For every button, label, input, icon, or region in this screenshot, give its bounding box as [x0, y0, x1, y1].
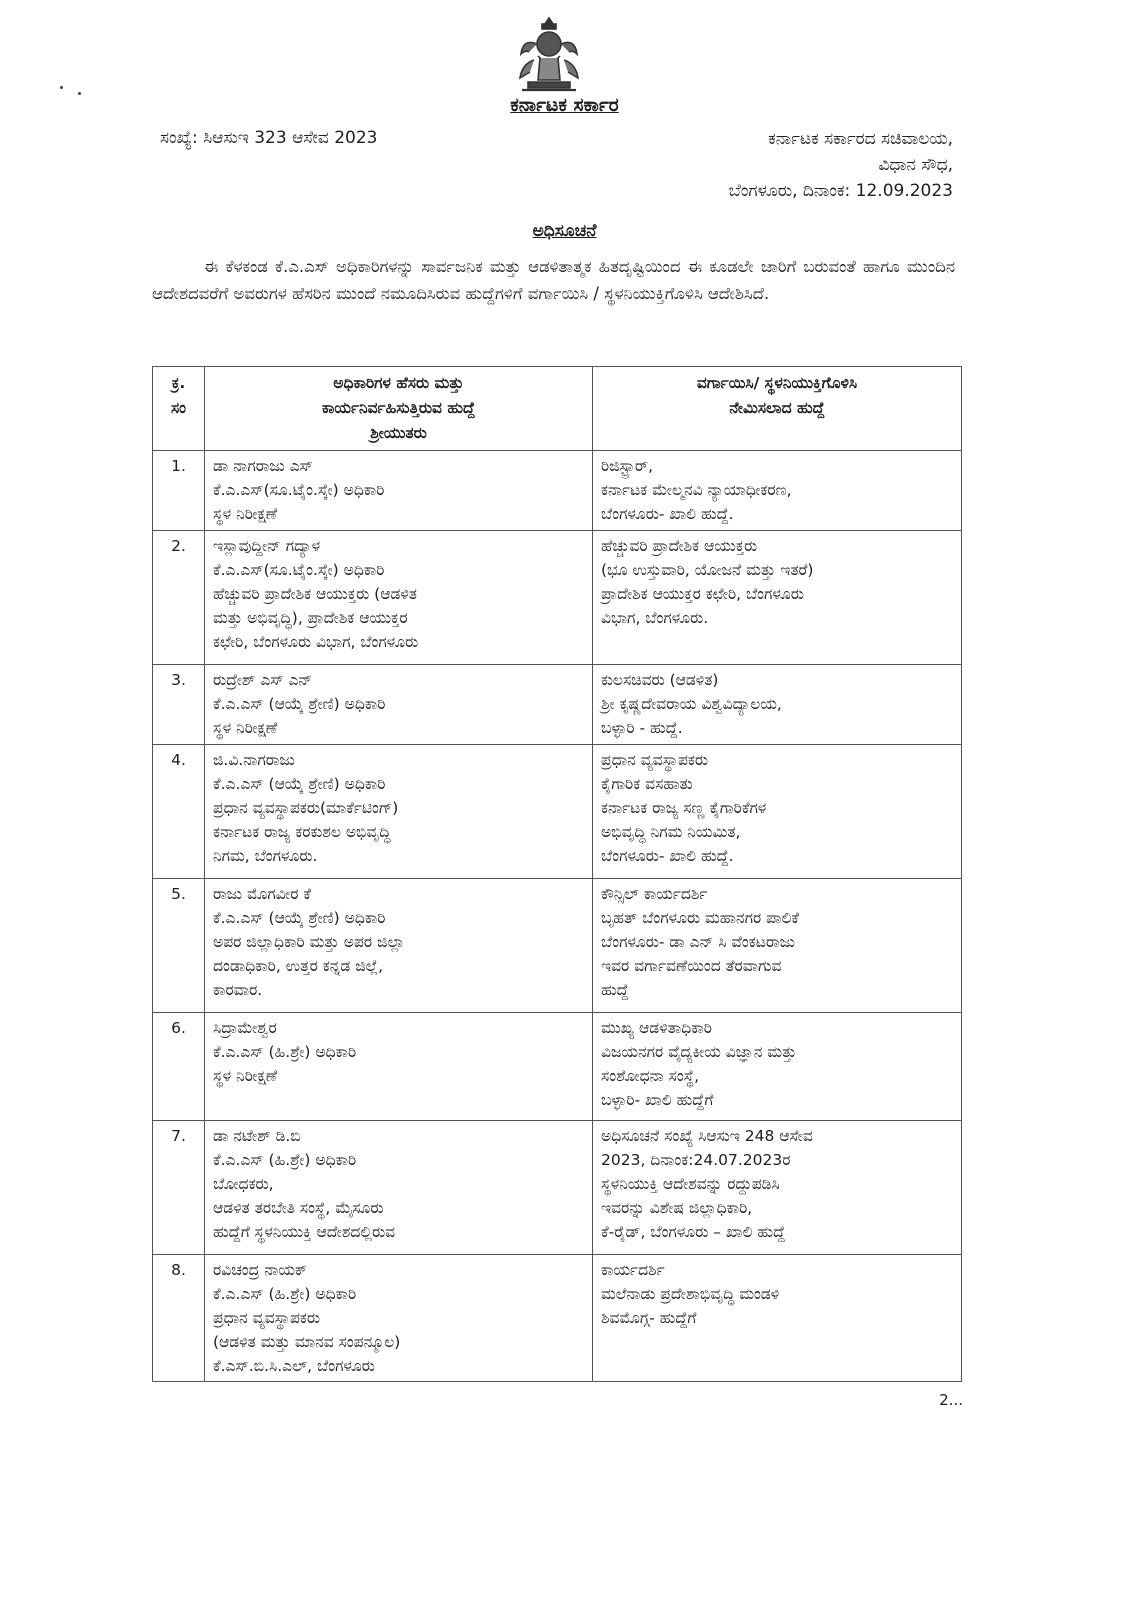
- officer-detail-line: ಪ್ರಧಾನ ವ್ಯವಸ್ಥಾಪಕರು(ಮಾರ್ಕೆಟಿಂಗ್): [213, 799, 399, 817]
- table-row: [153, 531, 962, 665]
- table-row: [153, 745, 962, 879]
- posting-detail-line: ಕಾರ್ಯದರ್ಶಿ: [601, 1261, 665, 1279]
- officer-detail-line: ಸಿದ್ರಾಮೇಶ್ವರ: [213, 1019, 277, 1037]
- posting-detail-line: ಸಂಶೋಧನಾ ಸಂಸ್ಥೆ,: [601, 1067, 700, 1085]
- posting-detail-line: ಶ್ರೀ ಕೃಷ್ಣದೇವರಾಯ ವಿಶ್ವವಿದ್ಯಾಲಯ,: [601, 695, 782, 713]
- officer-details-cell: [205, 745, 593, 879]
- posting-detail-line: ಬೆಂಗಳೂರು- ಡಾ ಎನ್ ಸಿ ವೆಂಕಟರಾಜು: [601, 933, 795, 951]
- officer-detail-line: ರವಿಚಂದ್ರ ನಾಯಕ್: [213, 1261, 307, 1279]
- posting-detail-line: ಬೃಹತ್ ಬೆಂಗಳೂರು ಮಹಾನಗರ ಪಾಲಿಕೆ: [601, 909, 799, 927]
- posting-detail-line: ಅಭಿವೃದ್ಧಿ ನಿಗಮ ನಿಯಮಿತ,: [601, 823, 741, 841]
- officer-detail-line: ಅಪರ ಜಿಲ್ಲಾಧಿಕಾರಿ ಮತ್ತು ಅಪರ ಜಿಲ್ಲಾ: [213, 933, 405, 951]
- posting-detail-line: ರಿಜಿಸ್ಟ್ರಾರ್,: [601, 457, 654, 475]
- posted-to-cell: [593, 665, 962, 745]
- posting-detail-line: (ಭೂ ಉಸ್ತುವಾರಿ, ಯೋಜನೆ ಮತ್ತು ಇತರೆ): [601, 561, 814, 579]
- officer-details-cell: [205, 1013, 593, 1121]
- officer-detail-line: ದಂಡಾಧಿಕಾರಿ, ಉತ್ತರ ಕನ್ನಡ ಜಿಲ್ಲೆ,: [213, 957, 384, 975]
- posted-to-cell: [593, 1013, 962, 1121]
- posted-to-cell: [593, 879, 962, 1013]
- posting-detail-line: ಕರ್ನಾಟಕ ರಾಜ್ಯ ಸಣ್ಣ ಕೈಗಾರಿಕೆಗಳ: [601, 799, 767, 817]
- officer-detail-line: ಬೋಧಕರು,: [213, 1175, 274, 1193]
- officer-detail-line: ನಿಗಮ, ಬೆಂಗಳೂರು.: [213, 847, 318, 865]
- officer-detail-line: ಡಾ ನಟೇಶ್ ಡಿ.ಬಿ: [213, 1127, 301, 1145]
- officer-detail-line: ರುದ್ರೇಶ್ ಎಸ್ ಎನ್: [213, 671, 313, 689]
- posting-detail-line: ಪ್ರಾದೇಶಿಕ ಆಯುಕ್ತರ ಕಛೇರಿ, ಬೆಂಗಳೂರು: [601, 585, 804, 603]
- posting-detail-line: ಕೈಗಾರಿಕ ವಸಹಾತು: [601, 775, 693, 793]
- row-serial: 8.: [153, 1255, 205, 1382]
- officer-detail-line: ಕೆ.ಎ.ಎಸ್(ಸೂ.ಟೈಂ.ಸ್ಕೇ) ಅಧಿಕಾರಿ: [213, 561, 385, 579]
- officer-detail-line: ರಾಜು ಮೊಗವೀರ ಕೆ: [213, 885, 311, 903]
- table-header-row: [153, 367, 962, 451]
- officer-details-cell: [205, 451, 593, 531]
- officer-detail-line: ಡಾ ನಾಗರಾಜು ಎಸ್: [213, 457, 313, 475]
- row-serial: 3.: [153, 665, 205, 745]
- officer-details-cell: [205, 531, 593, 665]
- officer-detail-line: ಕಾರವಾರ.: [213, 981, 263, 999]
- posting-detail-line: ಹೆಚ್ಚುವರಿ ಪ್ರಾದೇಶಿಕ ಆಯುಕ್ತರು: [601, 537, 758, 555]
- row-serial: 7.: [153, 1121, 205, 1255]
- row-serial: 5.: [153, 879, 205, 1013]
- posting-detail-line: ಕರ್ನಾಟಕ ಮೇಲ್ಮನವಿ ನ್ಯಾಯಾಧೀಕರಣ,: [601, 481, 792, 499]
- officer-details-cell: [205, 1255, 593, 1382]
- row-serial: 6.: [153, 1013, 205, 1121]
- posting-detail-line: ಬಳ್ಳಾರಿ- ಖಾಲಿ ಹುದ್ದೆಗೆ: [601, 1091, 714, 1109]
- row-serial: 4.: [153, 745, 205, 879]
- page-continuation: 2...: [939, 1391, 963, 1409]
- notification-heading: ಅಧಿಸೂಚನೆ: [532, 221, 597, 241]
- table-row: [153, 665, 962, 745]
- officer-detail-line: ಮತ್ತು ಅಭಿವೃದ್ಧಿ), ಪ್ರಾದೇಶಿಕ ಆಯುಕ್ತರ: [213, 609, 408, 627]
- scan-dot: [60, 86, 63, 89]
- posting-detail-line: 2023, ದಿನಾಂಕ:24.07.2023ರ: [601, 1151, 791, 1169]
- officer-detail-line: ಹುದ್ದೆಗೆ ಸ್ಥಳನಿಯುಕ್ತಿ ಆದೇಶದಲ್ಲಿರುವ: [213, 1223, 396, 1241]
- row-serial: 2.: [153, 531, 205, 665]
- posted-to-cell: [593, 745, 962, 879]
- officer-detail-line: ಸ್ಥಳ ನಿರೀಕ್ಷಣೆ: [213, 719, 278, 737]
- posted-to-cell: [593, 451, 962, 531]
- posting-detail-line: ಬೆಂಗಳೂರು- ಖಾಲಿ ಹುದ್ದೆ.: [601, 505, 734, 523]
- posting-detail-line: ವಿಜಯನಗರ ವೈದ್ಯಕೀಯ ವಿಜ್ಞಾನ ಮತ್ತು: [601, 1043, 797, 1061]
- intro-text: ಈ ಕೆಳಕಂಡ ಕೆ.ಎ.ಎಸ್ ಅಧಿಕಾರಿಗಳನ್ನು ಸಾರ್ವಜನಿಕ ಮತ್ತು ಆಡಳಿತಾತ್ಮಕ ಹಿತದೃಷ್ಟಿಯಿಂದ ಈ ಕೂಡಲೇ ಜಾರಿಗೆ ಬರುವಂತೆ ಹಾಗೂ ಮುಂದಿನ ಆದೇಶದವರೆಗೆ ಅವರುಗಳ ಹೆಸರಿನ ಮುಂದೆ ನಮೂದಿಸಿರುವ ಹುದ್ದೆಗಳಿಗೆ ವರ್ಗಾಯಿಸಿ / ಸ್ಥಳನಿಯುಕ್ತಿಗೊಳಿಸಿ ಆದೇಶಿಸಿದೆ.: [152, 257, 955, 303]
- header-sl: ಕ್ರ. ಸಂ: [153, 367, 205, 451]
- officer-detail-line: ಕೆ.ಎ.ಎಸ್ (ಆಯ್ಕೆ ಶ್ರೇಣಿ) ಅಧಿಕಾರಿ: [213, 695, 386, 713]
- address-date-line: ಬೆಂಗಳೂರು, ದಿನಾಂಕ: 12.09.2023: [728, 181, 953, 201]
- officer-detail-line: ಕೆ.ಎಸ್.ಬಿ.ಸಿ.ಎಲ್, ಬೆಂಗಳೂರು: [213, 1357, 375, 1375]
- officer-detail-line: ಕೆ.ಎ.ಎಸ್ (ಹಿ.ಶ್ರೇ) ಅಧಿಕಾರಿ: [213, 1285, 357, 1303]
- address-line: ಕರ್ನಾಟಕ ಸರ್ಕಾರದ ಸಚಿವಾಲಯ,: [768, 129, 953, 149]
- officer-detail-line: ಸ್ಥಳ ನಿರೀಕ್ಷಣೆ: [213, 1067, 278, 1085]
- posting-detail-line: ಇವರನ್ನು ವಿಶೇಷ ಜಿಲ್ಲಾಧಿಕಾರಿ,: [601, 1199, 753, 1217]
- table-row: [153, 1121, 962, 1255]
- officer-detail-line: ಹೆಚ್ಚುವರಿ ಪ್ರಾದೇಶಿಕ ಆಯುಕ್ತರು (ಆಡಳಿತ: [213, 585, 417, 603]
- officer-details-cell: [205, 665, 593, 745]
- posting-detail-line: ಪ್ರಧಾನ ವ್ಯವಸ್ಥಾಪಕರು: [601, 751, 708, 769]
- notification-intro: [152, 253, 955, 307]
- table-row: [153, 1013, 962, 1121]
- officer-detail-line: ಕಛೇರಿ, ಬೆಂಗಳೂರು ವಿಭಾಗ, ಬೆಂಗಳೂರು: [213, 633, 419, 651]
- table-row: [153, 879, 962, 1013]
- officer-detail-line: ಕೆ.ಎ.ಎಸ್ (ಹಿ.ಶ್ರೇ) ಅಧಿಕಾರಿ: [213, 1151, 357, 1169]
- officer-detail-line: ಆಡಳಿತ ತರಬೇತಿ ಸಂಸ್ಥೆ, ಮೈಸೂರು: [213, 1199, 384, 1217]
- posting-detail-line: ಮುಖ್ಯ ಆಡಳಿತಾಧಿಕಾರಿ: [601, 1019, 712, 1037]
- posting-detail-line: ಬಳ್ಳಾರಿ - ಹುದ್ದೆ.: [601, 719, 683, 737]
- posting-detail-line: ಹುದ್ದೆ: [601, 981, 629, 999]
- header-officer-name: ಅಧಿಕಾರಿಗಳ ಹೆಸರು ಮತ್ತು ಕಾರ್ಯನಿರ್ವಹಿಸುತ್ತಿರುವ ಹುದ್ದೆ ಶ್ರೀಯುತರು: [205, 367, 593, 451]
- posting-detail-line: ಕೌನ್ಸಿಲ್ ಕಾರ್ಯದರ್ಶಿ: [601, 885, 708, 903]
- posting-detail-line: ಬೆಂಗಳೂರು- ಖಾಲಿ ಹುದ್ದೆ.: [601, 847, 734, 865]
- officer-details-cell: [205, 879, 593, 1013]
- table-row: [153, 1255, 962, 1382]
- officer-detail-line: ಸ್ಥಳ ನಿರೀಕ್ಷಣೆ: [213, 505, 278, 523]
- officer-detail-line: ಪ್ರಧಾನ ವ್ಯವಸ್ಥಾಪಕರು: [213, 1309, 320, 1327]
- posting-detail-line: ಕುಲಸಚಿವರು (ಆಡಳಿತ): [601, 671, 719, 689]
- officer-detail-line: (ಆಡಳಿತ ಮತ್ತು ಮಾನವ ಸಂಪನ್ಮೂಲ): [213, 1333, 401, 1351]
- address-line: ವಿಧಾನ ಸೌಧ,: [878, 155, 953, 175]
- officer-detail-line: ಕೆ.ಎ.ಎಸ್ (ಆಯ್ಕೆ ಶ್ರೇಣಿ) ಅಧಿಕಾರಿ: [213, 775, 386, 793]
- officer-detail-line: ಜಿ.ವಿ.ನಾಗರಾಜು: [213, 751, 295, 769]
- posting-detail-line: ಇವರ ವರ್ಗಾವಣೆಯಿಂದ ತೆರವಾಗುವ: [601, 957, 782, 975]
- officer-detail-line: ಕೆ.ಎ.ಎಸ್ (ಹಿ.ಶ್ರೇ) ಅಧಿಕಾರಿ: [213, 1043, 357, 1061]
- officer-detail-line: ಕೆ.ಎ.ಎಸ್ (ಆಯ್ಕೆ ಶ್ರೇಣಿ) ಅಧಿಕಾರಿ: [213, 909, 386, 927]
- officer-detail-line: ಇಸ್ಲಾವುದ್ದೀನ್ ಗದ್ಯಾಳ: [213, 537, 321, 555]
- address-block: [729, 126, 953, 204]
- posting-detail-line: ಶಿವಮೊಗ್ಗ- ಹುದ್ದೆಗೆ: [601, 1309, 697, 1327]
- header-posted-to: ವರ್ಗಾಯಿಸಿ/ ಸ್ಥಳನಿಯುಕ್ತಿಗೊಳಿಸಿ ನೇಮಿಸಲಾದ ಹುದ್ದೆ: [593, 367, 962, 451]
- officer-detail-line: ಕರ್ನಾಟಕ ರಾಜ್ಯ ಕರಕುಶಲ ಅಭಿವೃದ್ಧಿ: [213, 823, 391, 841]
- officer-details-cell: [205, 1121, 593, 1255]
- posted-to-cell: [593, 531, 962, 665]
- posting-detail-line: ವಿಭಾಗ, ಬೆಂಗಳೂರು.: [601, 609, 709, 627]
- row-serial: 1.: [153, 451, 205, 531]
- order-number: ಸಂಖ್ಯೆ: ಸಿಆಸುಇ 323 ಆಸೇವ 2023: [160, 128, 378, 148]
- posted-to-cell: [593, 1255, 962, 1382]
- officer-detail-line: ಕೆ.ಎ.ಎಸ್(ಸೂ.ಟೈಂ.ಸ್ಕೇ) ಅಧಿಕಾರಿ: [213, 481, 385, 499]
- posting-detail-line: ಮಲೆನಾಡು ಪ್ರದೇಶಾಭಿವೃದ್ಧಿ ಮಂಡಳಿ: [601, 1285, 780, 1303]
- posting-detail-line: ಅಧಿಸೂಚನೆ ಸಂಖ್ಯೆ ಸಿಆಸುಇ 248 ಆಸೇವ: [601, 1127, 813, 1145]
- posting-detail-line: ಸ್ಥಳನಿಯುಕ್ತಿ ಆದೇಶವನ್ನು ರದ್ದುಪಡಿಸಿ: [601, 1175, 780, 1193]
- state-emblem-icon: [508, 14, 590, 96]
- government-title: ಕರ್ನಾಟಕ ಸರ್ಕಾರ: [510, 94, 619, 116]
- table-row: [153, 451, 962, 531]
- posting-detail-line: ಕೆ-ರೈಡ್, ಬೆಂಗಳೂರು – ಖಾಲಿ ಹುದ್ದೆ: [601, 1223, 786, 1241]
- posted-to-cell: [593, 1121, 962, 1255]
- transfer-table: [152, 366, 962, 1382]
